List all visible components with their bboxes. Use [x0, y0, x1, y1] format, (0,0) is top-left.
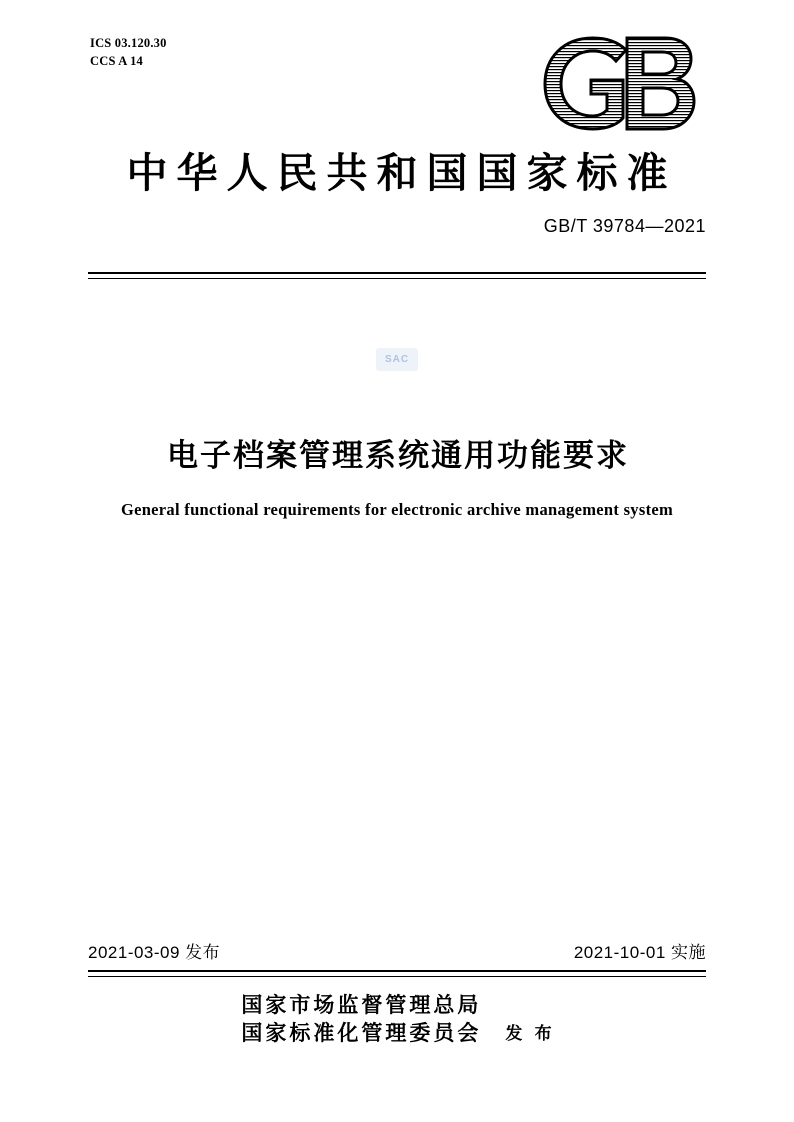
document-title-english: General functional requirements for electronic archive management system: [120, 500, 674, 519]
divider-thin-top: [88, 278, 706, 279]
ics-code: ICS 03.120.30: [90, 36, 167, 50]
date-row: [88, 938, 706, 963]
issuer-line-2: 国家标准化管理委员会: [241, 1020, 482, 1045]
issuer-block: [0, 992, 794, 1048]
gb-emblem-icon: [531, 30, 706, 135]
issuer-verb: 发 布: [505, 1023, 556, 1043]
divider-thick-top: [88, 272, 706, 274]
divider-thin-bottom: [88, 976, 706, 977]
classification-codes: [90, 34, 167, 70]
watermark: [0, 348, 794, 371]
standard-number: GB/T 39784—2021: [543, 216, 706, 236]
issuer-names: [238, 992, 481, 1048]
issuer-line-1: 国家市场监督管理总局: [241, 993, 482, 1017]
ccs-code: CCS A 14: [90, 54, 144, 69]
divider-thick-bottom: [88, 970, 706, 972]
watermark-label: SAC: [376, 348, 418, 371]
issue-date: 2021-03-09 发布: [88, 943, 221, 962]
document-title-chinese: 电子档案管理系统通用功能要求: [167, 438, 629, 473]
effective-date: 2021-10-01 实施: [573, 943, 706, 962]
national-standard-heading: 中华人民共和国国家标准: [126, 150, 677, 196]
